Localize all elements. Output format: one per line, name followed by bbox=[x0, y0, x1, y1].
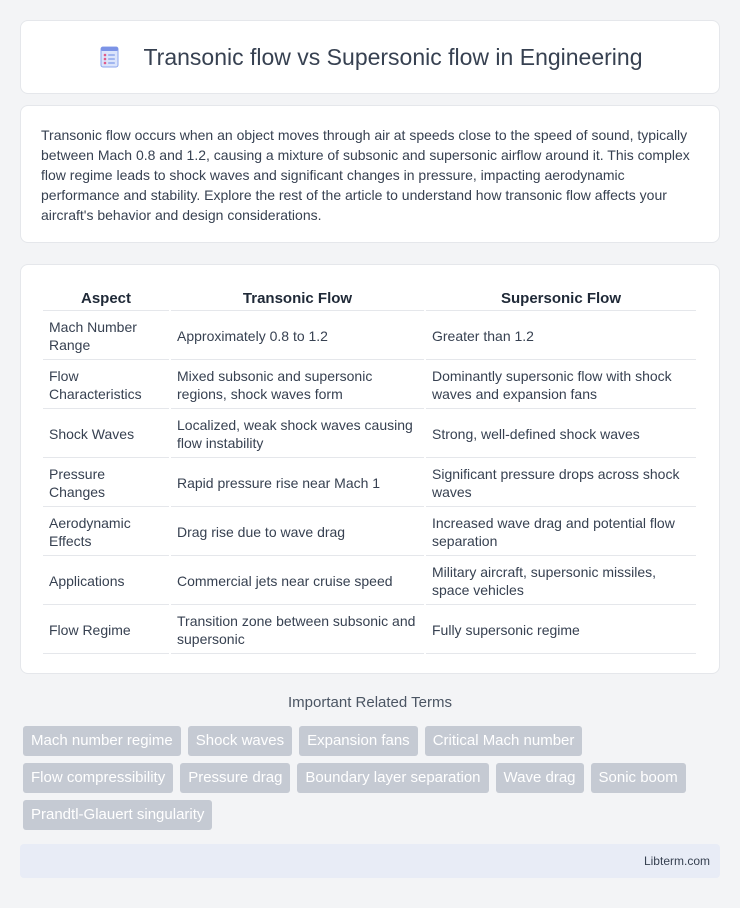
row-supersonic-value: Strong, well-defined shock waves bbox=[426, 411, 696, 458]
column-header-aspect: Aspect bbox=[43, 287, 169, 311]
intro-card bbox=[20, 105, 720, 243]
table-row bbox=[43, 460, 696, 507]
row-aspect: Pressure Changes bbox=[43, 460, 169, 507]
row-transonic-value: Transition zone between subsonic and supersonic bbox=[171, 607, 424, 654]
page-title: Transonic flow vs Supersonic flow in Engineering bbox=[143, 43, 643, 70]
row-aspect: Flow Regime bbox=[43, 607, 169, 654]
column-header-transonic: Transonic Flow bbox=[171, 287, 424, 311]
related-term-tag[interactable]: Flow compressibility bbox=[23, 763, 173, 793]
table-header-row bbox=[43, 287, 696, 311]
table-row bbox=[43, 607, 696, 654]
row-transonic-value: Localized, weak shock waves causing flow instability bbox=[171, 411, 424, 458]
table-row bbox=[43, 411, 696, 458]
related-term-tag[interactable]: Pressure drag bbox=[180, 763, 290, 793]
related-term-tag[interactable]: Boundary layer separation bbox=[297, 763, 488, 793]
comparison-table-card bbox=[20, 264, 720, 674]
row-transonic-value: Drag rise due to wave drag bbox=[171, 509, 424, 556]
row-aspect: Mach Number Range bbox=[43, 313, 169, 360]
table-row bbox=[43, 313, 696, 360]
related-term-tag[interactable]: Mach number regime bbox=[23, 726, 181, 756]
title-wrap bbox=[97, 44, 642, 71]
table-row bbox=[43, 558, 696, 605]
related-terms-heading: Important Related Terms bbox=[288, 694, 452, 711]
table-row bbox=[43, 509, 696, 556]
related-term-tag[interactable]: Prandtl-Glauert singularity bbox=[23, 800, 212, 830]
row-transonic-value: Mixed subsonic and supersonic regions, shock waves form bbox=[171, 362, 424, 409]
row-supersonic-value: Military aircraft, supersonic missiles, space vehicles bbox=[426, 558, 696, 605]
related-term-tag[interactable]: Expansion fans bbox=[299, 726, 418, 756]
related-term-tag[interactable]: Shock waves bbox=[188, 726, 292, 756]
footer bbox=[20, 844, 720, 878]
row-transonic-value: Rapid pressure rise near Mach 1 bbox=[171, 460, 424, 507]
comparison-table bbox=[41, 285, 698, 656]
document-list-icon bbox=[97, 44, 123, 70]
row-aspect: Flow Characteristics bbox=[43, 362, 169, 409]
row-supersonic-value: Greater than 1.2 bbox=[426, 313, 696, 360]
related-terms-list bbox=[23, 726, 723, 837]
row-aspect: Aerodynamic Effects bbox=[43, 509, 169, 556]
related-term-tag[interactable]: Critical Mach number bbox=[425, 726, 583, 756]
row-transonic-value: Approximately 0.8 to 1.2 bbox=[171, 313, 424, 360]
header-card bbox=[20, 20, 720, 94]
intro-paragraph: Transonic flow occurs when an object moves through air at speeds close to the speed of sound, typically between Mach 0.8 and 1.2, causing a mixture of subsonic and supersonic airflow around it. This complex flow regime leads to shock waves and significant changes in pressure, impacting aerodynamic performance and stability. Explore the rest of the article to understand how transonic flow affects your aircraft's behavior and design considerations. bbox=[41, 127, 690, 223]
row-transonic-value: Commercial jets near cruise speed bbox=[171, 558, 424, 605]
row-supersonic-value: Increased wave drag and potential flow separation bbox=[426, 509, 696, 556]
related-term-tag[interactable]: Wave drag bbox=[496, 763, 584, 793]
row-supersonic-value: Dominantly supersonic flow with shock waves and expansion fans bbox=[426, 362, 696, 409]
related-term-tag[interactable]: Sonic boom bbox=[591, 763, 686, 793]
footer-brand-link[interactable]: Libterm.com bbox=[643, 854, 710, 868]
table-row bbox=[43, 362, 696, 409]
row-supersonic-value: Significant pressure drops across shock waves bbox=[426, 460, 696, 507]
column-header-supersonic: Supersonic Flow bbox=[426, 287, 696, 311]
row-aspect: Applications bbox=[43, 558, 169, 605]
row-aspect: Shock Waves bbox=[43, 411, 169, 458]
row-supersonic-value: Fully supersonic regime bbox=[426, 607, 696, 654]
